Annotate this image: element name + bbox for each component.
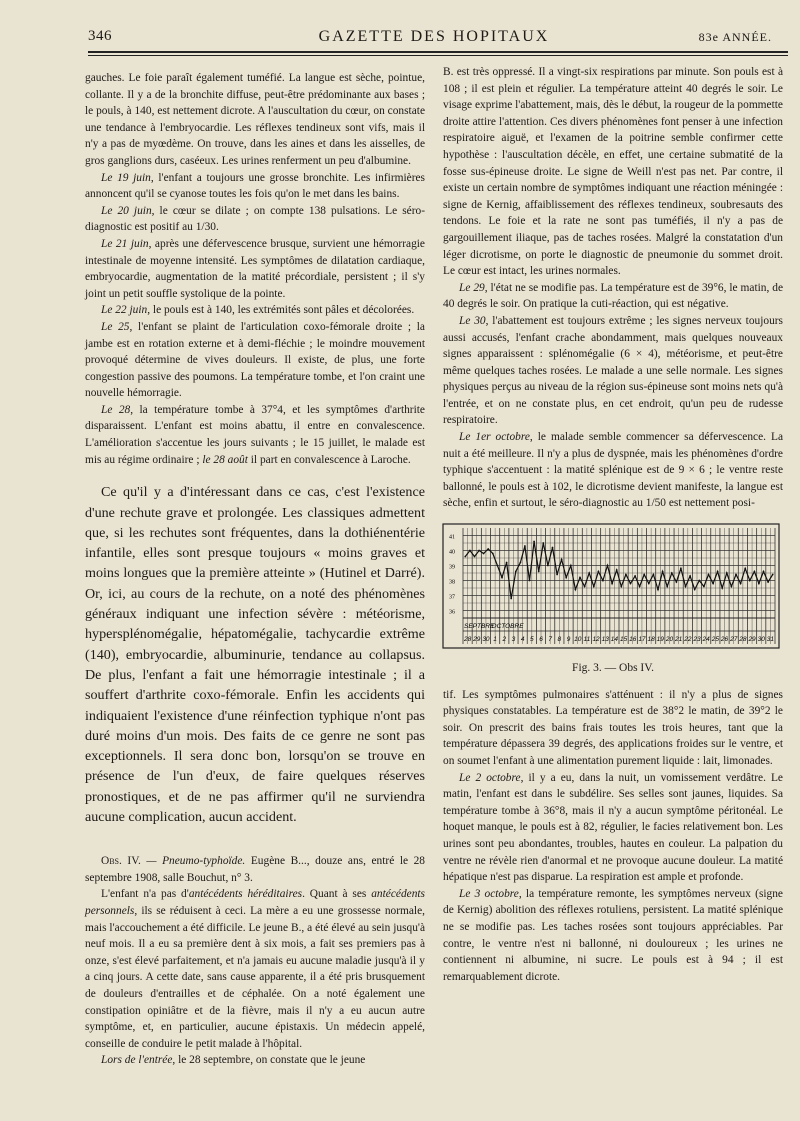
x-tick-label: 3: [511, 636, 516, 644]
paragraph: [443, 886, 783, 986]
temperature-point: [731, 586, 733, 588]
figure-caption: Fig. 3. — Obs IV.: [572, 662, 654, 675]
paragraph-text: , l'enfant a toujours une grosse bronchite. Les infirmières annoncent qu'il se cyanose toutes les fois qu'on le met dans les bains.: [85, 171, 425, 201]
temperature-point: [533, 541, 535, 543]
x-tick-label: 22: [684, 636, 692, 644]
temperature-chart-figure: [441, 522, 783, 650]
temperature-point: [524, 545, 526, 547]
temperature-point: [602, 580, 604, 582]
observation-label: Obs. IV.: [101, 855, 141, 868]
temperature-point: [561, 559, 563, 561]
temperature-chart: [441, 522, 781, 650]
paragraph: [443, 429, 783, 512]
x-tick-label: 29: [473, 636, 481, 644]
y-tick-label: 37: [449, 594, 455, 601]
x-tick-label: 2: [502, 636, 507, 644]
temperature-point: [712, 583, 714, 585]
temperature-point: [611, 583, 613, 585]
temperature-point: [538, 571, 540, 573]
x-tick-label: 15: [619, 636, 628, 644]
temperature-point: [547, 565, 549, 567]
x-tick-label: 20: [665, 636, 674, 644]
x-tick-label: 25: [711, 636, 719, 644]
date-label: Le 25: [101, 320, 130, 333]
y-tick-label: 36: [449, 609, 455, 616]
paragraph: [85, 402, 425, 468]
x-tick-label: 10: [574, 636, 582, 644]
header-rule-thick: [88, 51, 788, 53]
y-tick-label: 38: [449, 579, 455, 586]
x-tick-label: 12: [592, 636, 600, 644]
date-label: Le 2 octobre: [459, 771, 521, 784]
x-tick-label: 5: [530, 636, 534, 644]
x-tick-label: 7: [548, 636, 552, 644]
date-label: Le 20 juin: [101, 204, 152, 217]
temperature-point: [666, 586, 668, 588]
temperature-point: [616, 569, 618, 571]
paragraph-text: , la température remonte, les symptômes nerveux (signe de Kernig) abolition des réflexes rotuliens, persistent. La matité splénique ne se modifie pas. Les taches rosées sont toujours appréciables. Par contre, le ventre n'est ni ballonné, ni douloureux ; les urines ne contiennent ni albumine, ni sucre. Le pouls est à 94 ; il est remarquablement dicrote.: [443, 887, 783, 983]
observation-title: — Pneumo-typhoïde.: [140, 855, 246, 868]
spacer: [85, 837, 425, 845]
temperature-point: [671, 572, 673, 574]
x-tick-label: 19: [656, 636, 664, 644]
paragraph-text: , le pouls est à 140, les extrémités sont pâles et décolorées.: [147, 304, 415, 317]
temperature-point: [726, 572, 728, 574]
temperature-point: [593, 586, 595, 588]
month-label: OCTOBRE: [491, 623, 524, 631]
temperature-point: [708, 574, 710, 576]
month-label: SEPTBRE: [464, 623, 495, 631]
x-tick-label: 14: [610, 636, 619, 644]
temperature-point: [492, 553, 494, 555]
x-tick-label: 21: [675, 636, 683, 644]
x-tick-label: 26: [720, 636, 729, 644]
x-tick-label: 13: [601, 636, 609, 644]
x-tick-label: 28: [739, 636, 747, 644]
journal-title: GAZETTE DES HOPITAUX: [318, 28, 550, 45]
paragraph-text: , le 28 septembre, on constate que le jeune: [172, 1054, 366, 1067]
temperature-point: [520, 562, 522, 564]
paragraph-text: . Quant à ses: [302, 888, 372, 901]
right-column: [443, 64, 783, 985]
paragraph-text: , après une défervescence brusque, survient une hémorragie intestinale de moyenne intensité. Les symptômes de dilatation cardiaque, embryocardie, augmentation de la matité précordiale, persistent ; il s'y joint un petit souffle systolique de la pointe.: [85, 237, 425, 300]
temperature-point: [662, 571, 664, 573]
temperature-point: [767, 581, 769, 583]
x-tick-label: 1: [493, 636, 497, 644]
paragraph: [85, 170, 425, 203]
date-label: le 28 août: [202, 453, 248, 466]
temperature-point: [721, 587, 723, 589]
x-tick-label: 31: [766, 636, 775, 644]
page-number: 346: [88, 28, 112, 44]
y-tick-label: 39: [449, 564, 455, 571]
x-tick-label: 18: [647, 636, 655, 644]
paragraph: tif. Les symptômes pulmonaires s'atténuent : il n'y a plus de signes physiques constatables. La température est de 38°2 le matin, de 39°2 le soir. On prescrit des bains frais toutes les trois heures, tant que la température dépassera 39 degrés, des applications froides sur le ventre, et on soumet l'enfant à une alimentation purement liquide : lait, limonades.: [443, 688, 783, 767]
date-label: Le 29: [459, 281, 485, 294]
temperature-point: [464, 556, 466, 558]
temperature-point: [598, 571, 600, 573]
observation-text: Eugène B..., douze ans, entré le 28 septembre 1908, salle Bouchut, n° 3.: [85, 855, 425, 884]
temperature-point: [501, 577, 503, 579]
paragraph: [443, 280, 783, 313]
temperature-point: [506, 562, 508, 564]
date-label: Lors de l'entrée: [101, 1054, 173, 1067]
temperature-point: [763, 571, 765, 573]
date-label: Le 30: [459, 314, 486, 327]
x-tick-label: 16: [629, 636, 637, 644]
paragraph: [85, 886, 425, 1052]
temperature-point: [478, 550, 480, 552]
paragraph-text: , ils se réduisent à ceci. La mère a eu une grossesse normale, mais l'accouchement a été difficile. Le jeune B., a été élevé au sein jusqu'à neuf mois. Il a eu sa première dent à six mois, a fait ses premiers pas à onze, s'est élevé parfaitement, et n'a jamais eu aucune maladie jusqu'à il y a cinq jours. A cette date, sans cause apparente, il a été pris brusquement de douleurs d'entrailles et de céphalée. On a noté également une constipation opiniâtre et de la fièvre, mais il n'y a eu aucun autre symptôme, et, en particulier, aucune épistaxis. Un médecin appelé, conseille de conduire le petit malade à l'hôpital.: [85, 905, 425, 1050]
temperature-point: [685, 586, 687, 588]
temperature-point: [676, 581, 678, 583]
temperature-point: [689, 575, 691, 577]
temperature-point: [474, 556, 476, 558]
temperature-point: [588, 572, 590, 574]
temperature-point: [758, 583, 760, 585]
paragraph: [85, 1052, 425, 1069]
temperature-point: [542, 542, 544, 544]
temperature-point: [749, 580, 751, 582]
temperature-point: [510, 598, 512, 600]
year-label: 83e ANNÉE.: [698, 30, 772, 44]
paragraph: B. est très oppressé. Il a vingt-six respirations par minute. Son pouls est à 108 ; il est plein et régulier. La température atteint 40 degrés le soir. Le visage exprime l'abattement, mais, dès le début, la rougeur de la pommette droite attire l'attention. Ces divers phénomènes font penser à une infection respiratoire aiguë, et l'examen de la poitrine semble confirmer cette hypothèse : l'auscultation décèle, en effet, une certaine submatité de la fosse sus-épineuse droite. Le signe de Weill n'est pas net. Par contre, il existe un certain nombre de symptômes indiquant une réaction méningée : signe de Kernig, affaiblissement des réflexes tendineux, soubresauts des tendons. Le foie et la rate ne sont pas tuméfiés, il n'y a pas de gargouillement iliaque, pas de taches rosées. Malgré la constatation d'un léger dicrotisme, on porte le diagnostic de pneumonie du sommet droit. Le cœur est intact, les urines normales.: [443, 66, 783, 278]
paragraph: [85, 203, 425, 236]
date-label: Le 21 juin: [101, 237, 149, 250]
x-tick-label: 27: [730, 636, 738, 644]
temperature-point: [529, 580, 531, 582]
x-tick-label: 17: [638, 636, 646, 644]
temperature-point: [680, 568, 682, 570]
temperature-point: [556, 574, 558, 576]
temperature-point: [584, 586, 586, 588]
temperature-point: [657, 589, 659, 591]
temperature-point: [497, 565, 499, 567]
x-tick-label: 24: [702, 636, 710, 644]
y-tick-label: 41: [449, 534, 455, 541]
temperature-point: [607, 565, 609, 567]
temperature-point: [754, 571, 756, 573]
temperature-point: [634, 575, 636, 577]
temperature-point: [579, 577, 581, 579]
temperature-point: [469, 550, 471, 552]
x-tick-label: 23: [693, 636, 701, 644]
temperature-point: [575, 589, 577, 591]
paragraph-text: , le cœur se dilate ; on compte 138 pulsations. Le séro-diagnostic est positif au 1/30.: [85, 204, 425, 234]
temperature-point: [703, 586, 705, 588]
date-label: Le 3 octobre: [459, 887, 519, 900]
temperature-point: [639, 586, 641, 588]
date-label: Le 22 juin: [101, 304, 148, 317]
italic-term: antécédents personnels: [85, 888, 425, 918]
paragraph: [85, 319, 425, 402]
x-tick-label: 8: [557, 636, 562, 644]
paragraph-text: il part en convalescence à Laroche.: [247, 453, 411, 466]
observation-heading: [85, 853, 425, 886]
x-tick-label: 28: [463, 636, 472, 644]
temperature-point: [772, 574, 774, 576]
date-label: Le 19 juin: [101, 171, 151, 184]
temperature-point: [740, 583, 742, 585]
paragraph: [443, 313, 783, 429]
temperature-point: [565, 577, 567, 579]
x-tick-label: 4: [520, 636, 525, 644]
paragraph-text: L'enfant n'a pas d': [101, 888, 189, 901]
date-label: Le 1er octobre: [459, 431, 530, 444]
temperature-point: [487, 548, 489, 550]
x-tick-label: 6: [539, 636, 543, 644]
x-tick-label: 30: [757, 636, 765, 644]
temperature-point: [620, 586, 622, 588]
temperature-point: [653, 574, 655, 576]
temperature-point: [630, 583, 632, 585]
italic-term: antécédents héréditaires: [188, 888, 303, 901]
paragraph-text: , l'abattement est toujours extrême ; les signes nerveux toujours aussi accusés, l'enfant crache abondamment, mais quelques nouveaux signes apparaissent : splénomégalie (6 × 4), météorisme, et peut-être même quelques taches rosées. Le malade a une selle normale. Les signes physiques perçus au niveau de la région sus-épineuse sont moins nets qu'à l'entrée, et on ne constate plus, en cet endroit, qu'un peu de rudesse respiratoire.: [443, 314, 783, 427]
y-tick-label: 40: [449, 549, 455, 556]
temperature-point: [744, 568, 746, 570]
commentary-paragraph: Ce qu'il y a d'intéressant dans ce cas, c'est l'existence d'une rechute grave et prolongée. Les classiques admettent que, si les rechutes sont fréquentes, dans la dothiénentérie infantile, elles sont presque toujours « moins graves et moins longues que la première atteinte » (Hutinel et Darré). Or, ici, au cours de la rechute, on a noté des phénomènes généraux indiquant une infection sévère : météorisme, hypersplénomégalie, hépatomégalie, tachycardie extrême (140), embryocardie, albuminurie, tendance au collapsus. De plus, l'enfant a fait une hémorragie intestinale ; il a souffert d'arthrite coxo-fémorale. Enfin les accidents qui indiquaient l'existence d'une réinfection typhique n'ont pas duré moins d'un mois. Des faits de ce genre ne sont pas exceptionnels. Il sera donc bon, lorsqu'on se trouve en présence de l'un d'eux, de faire quelques réserves pronostiques, et de ne pas affirmer qu'il ne surviendra aucune complication, aucun accident.: [85, 484, 425, 825]
temperature-point: [625, 574, 627, 576]
page-header: [88, 24, 780, 48]
paragraph: [85, 236, 425, 302]
temperature-point: [643, 574, 645, 576]
temperature-point: [483, 553, 485, 555]
x-tick-label: 9: [566, 636, 571, 644]
temperature-point: [698, 580, 700, 582]
paragraph-text: , la température tombe à 37°4, et les symptômes d'arthrite disparaissent. L'enfant est moins abattu, il entre en convalescence. L'amélioration s'accentue les jours suivants ; le 15 juillet, le malade est mis au régime ordinaire ;: [85, 403, 425, 466]
x-tick-label: 30: [482, 636, 490, 644]
temperature-point: [717, 571, 719, 573]
paragraph: [443, 770, 783, 886]
x-tick-label: 11: [583, 636, 591, 644]
paragraph-text: , l'enfant se plaint de l'articulation coxo-fémorale droite ; la jambe est en rotation externe et à demi-fléchie ; le moindre mouvement provoqué détermine de vives douleurs. Il existe, de plus, une forte congestion passive des poumons. La température tombe, et l'on craint une nouvelle hémorragie.: [85, 320, 425, 400]
temperature-point: [515, 571, 517, 573]
temperature-point: [570, 565, 572, 567]
header-rule-thin: [88, 55, 788, 56]
temperature-point: [552, 547, 554, 549]
paragraph-text: , l'état ne se modifie pas. La température est de 39°6, le matin, de 40 degrés le soir. On pratique la cuti-réaction, qui est négative.: [443, 281, 783, 311]
x-tick-label: 29: [748, 636, 756, 644]
paragraph-text: , il y a eu, dans la nuit, un vomissement verdâtre. Le matin, l'enfant est dans le subdélire. Ses selles sont jaunes, liquides. Sa température tombe à 36°8, mais il n'y a aucun symptôme péritonéal. Le hoquet manque, le pouls est à 82, régulier, le facies relativement bon. Les urines sont peu abondantes, troubles, hautes en couleur. La palpation du ventre ne révèle rien d'anormal et ne provoque aucune douleur. La matité hépatique n'est pas disparue. La respiration est ample et profonde.: [443, 771, 783, 884]
temperature-point: [648, 583, 650, 585]
paragraph: gauches. Le foie paraît également tuméfié. La langue est sèche, pointue, collante. Il y a de la bronchite diffuse, peut-être prédominante aux bases ; le pouls, à 140, est nettement dicrote. A l'auscultation du cœur, on constate une tendance à l'embryocardie. Les réflexes tendineux sont vifs, mais il n'y a pas de myœdème. On trouve, dans les aines et dans les aisselles, de gros ganglions durs, caséeux. Les urines renferment un peu d'albumine.: [85, 72, 425, 167]
left-column: [85, 70, 425, 1069]
temperature-point: [694, 589, 696, 591]
date-label: Le 28: [101, 403, 131, 416]
temperature-point: [735, 574, 737, 576]
paragraph: [85, 302, 425, 319]
paragraph-text: , le malade semble commencer sa défervescence. La nuit a été meilleure. Il n'y a plus de dyspnée, mais les phénomènes d'ordre typhique s'accentuent : la matité splénique est de 9 × 6 ; le ventre reste ballonné, le pouls est à 102, le dicrotisme devient manifeste, la langue est sèche, enfin et surtout, le séro-diagnostic au 1/50 est nettement posi-: [443, 431, 783, 510]
